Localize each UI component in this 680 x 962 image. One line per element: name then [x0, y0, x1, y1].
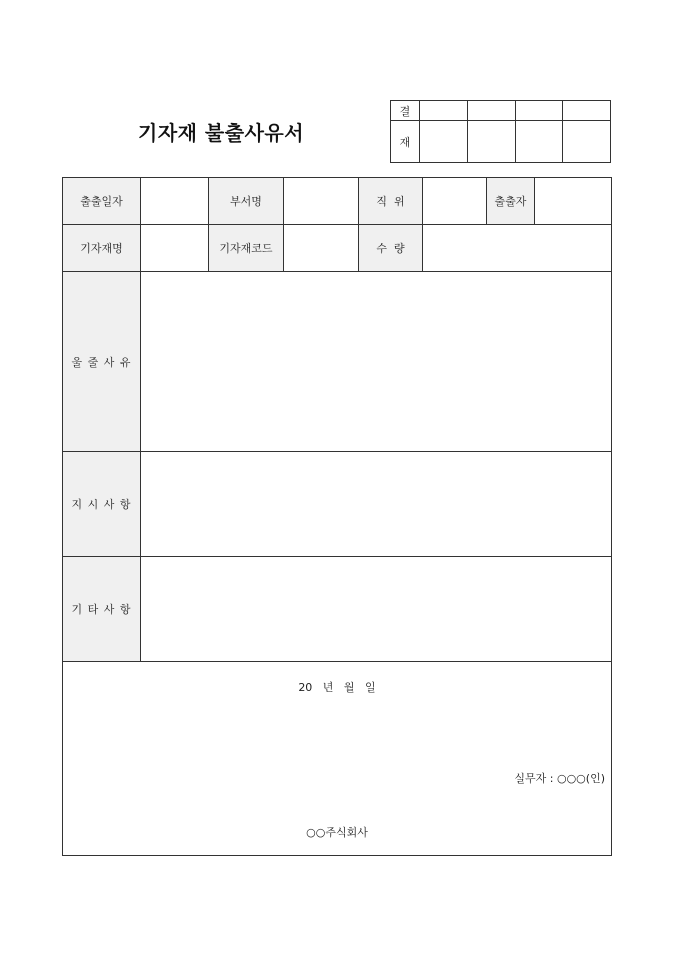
approval-sign-cell-3[interactable]	[515, 121, 563, 163]
approval-sign-cell-1[interactable]	[420, 121, 468, 163]
department-field[interactable]	[284, 178, 359, 225]
equipment-name-field[interactable]	[141, 225, 209, 272]
quantity-label: 수 량	[359, 225, 423, 272]
quantity-field[interactable]	[423, 225, 612, 272]
reason-label: 울 줄 사 유	[63, 272, 141, 452]
equipment-name-label: 기자재명	[63, 225, 141, 272]
position-label: 직 위	[359, 178, 423, 225]
approval-title-cell-4	[563, 101, 611, 121]
approval-title-cell-3	[515, 101, 563, 121]
other-notes-field[interactable]	[141, 557, 612, 662]
issuer-field[interactable]	[535, 178, 612, 225]
other-notes-label: 기 타 사 항	[63, 557, 141, 662]
approval-title-cell-2	[467, 101, 515, 121]
company-name: ○○주식회사	[306, 826, 368, 839]
document-title: 기자재 불출사유서	[138, 121, 305, 145]
approval-box	[390, 100, 611, 163]
date-line: 20 년 월 일	[298, 681, 376, 694]
approval-title-cell-1	[420, 101, 468, 121]
date-field[interactable]	[141, 178, 209, 225]
approval-label-bottom: 재	[391, 121, 420, 163]
reason-field[interactable]	[141, 272, 612, 452]
signature-area	[63, 662, 612, 856]
worker-signature: 실무자 : ○○○(인)	[514, 772, 605, 785]
equipment-code-label: 기자재코드	[209, 225, 284, 272]
issuer-label: 출출자	[487, 178, 535, 225]
approval-sign-cell-2[interactable]	[467, 121, 515, 163]
form-table	[62, 177, 612, 856]
instructions-label: 지 시 사 항	[63, 452, 141, 557]
equipment-code-field[interactable]	[284, 225, 359, 272]
approval-sign-cell-4[interactable]	[563, 121, 611, 163]
department-label: 부서명	[209, 178, 284, 225]
instructions-field[interactable]	[141, 452, 612, 557]
approval-label-top: 결	[391, 101, 420, 121]
position-field[interactable]	[423, 178, 487, 225]
date-label: 출출일자	[63, 178, 141, 225]
